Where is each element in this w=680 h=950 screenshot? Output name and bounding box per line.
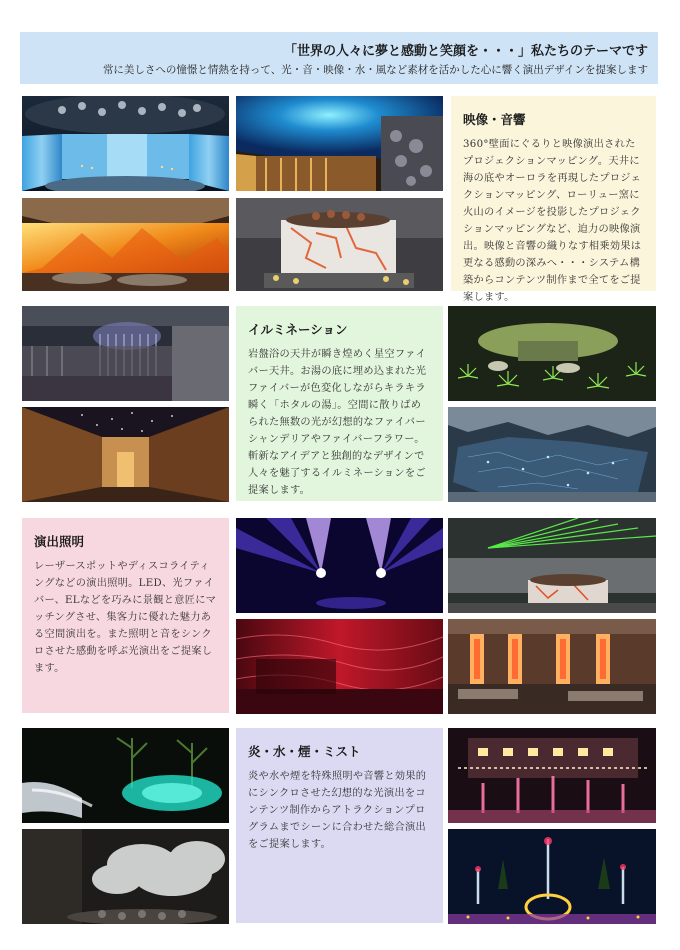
section-body: 炎や水や煙を特殊照明や音響と効果的にシンクロさせた幻想的な光演出をコンテンツ制作からアトラクションプログラムまでシーンに合わせた総合演出をご提案します。 — [248, 771, 427, 850]
photo-ocean-ceiling — [236, 96, 443, 191]
section-title: 映像・音響 — [463, 112, 526, 127]
photo-fiber-chandelier — [22, 306, 229, 401]
photo-red-wall-lighting — [236, 619, 443, 714]
photo-steam-mist — [22, 829, 229, 924]
photo-green-laser-hall — [448, 518, 656, 613]
theme-line: 「世界の人々に夢と感動と笑顔を・・・」私たちのテーマです — [283, 44, 648, 59]
section-title: 炎・水・煙・ミスト — [248, 744, 361, 759]
section-flame-water — [236, 728, 443, 923]
photo-projection-stone-stove — [236, 198, 443, 291]
photo-mist-waterfall — [22, 728, 229, 823]
photo-night-fountain-show — [448, 829, 656, 924]
photo-led-panels-room — [448, 619, 656, 714]
photo-fountain-facade — [448, 728, 656, 823]
section-title: 演出照明 — [34, 534, 85, 549]
photo-laser-show — [236, 518, 443, 613]
section-body: 岩盤浴の天井が瞬き煌めく星空ファイバー天井。お湯の底に埋め込まれた光ファイバーが色変化しながらキラキラ瞬く「ホタルの湯」。空間に散りばめられた無数の光が幻想的なファイバーシャンデリアやファイバーフラワー。斬新なアイデアと独創的なデザインで人々を魅了するイルミネーションをご提案します。 — [248, 349, 427, 496]
section-stage-lighting — [22, 518, 229, 713]
section-video-audio — [451, 96, 656, 303]
photo-fiber-flowers — [448, 306, 656, 401]
section-illumination — [236, 306, 443, 501]
section-title: イルミネーション — [248, 322, 348, 337]
photo-volcano-sauna — [22, 198, 229, 291]
section-body: 360°壁面にぐるりと映像演出された プロジェクションマッピング。天井に海の底やオーロラを再現したプロジェクションマッピング、ローリュー窯に火山のイメージを投影したプロジェクションマッピングなど、迫力の映像演出。映像と音響の織りなす相乗効果は更なる感動の深みへ・・・システム構築からコンテンツ制作まで全てをご提案します。 — [463, 139, 642, 303]
photo-firefly-bath — [448, 407, 656, 502]
sub-line: 常に美しさへの憧憬と情熱を持って、光・音・映像・水・風など素材を活かした心に響く演出デザインを提案します — [102, 64, 648, 76]
section-body: レーザースポットやディスコライティングなどの演出照明。LED、光ファイバー、ELなどを巧みに景観と意匠にマッチングさせ、集客力に優れた魅力ある空間演出を。また照明と音をシンクロさせた感動を呼ぶ光演出をご提案します。 — [34, 561, 217, 674]
header-banner — [20, 32, 658, 84]
photo-360-projection-room — [22, 96, 229, 191]
photo-starry-corridor — [22, 407, 229, 502]
